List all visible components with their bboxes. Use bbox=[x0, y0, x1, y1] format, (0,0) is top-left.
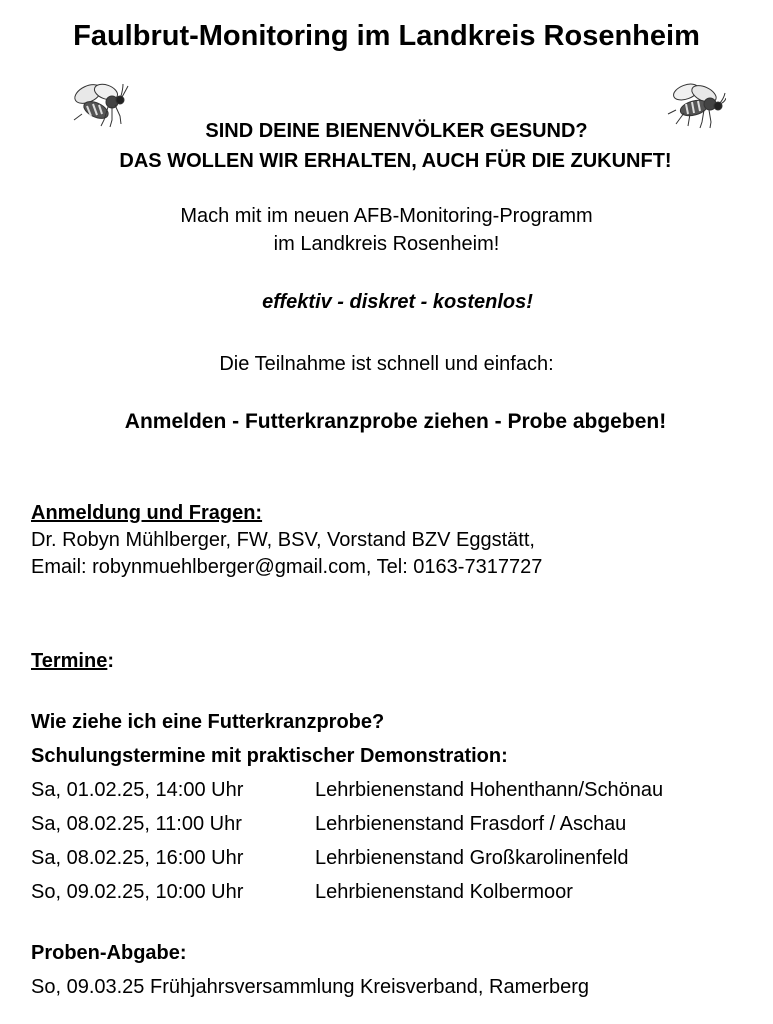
slogan: effektiv - diskret - kostenlos! bbox=[262, 291, 533, 313]
termine-heading bbox=[31, 650, 114, 672]
schulung-section bbox=[31, 705, 771, 909]
contact-line-2: Email: robynmuehlberger@gmail.com, Tel: 0163-7317727 bbox=[31, 556, 543, 578]
schulung-subheading: Schulungstermine mit praktischer Demonstration: bbox=[31, 745, 508, 767]
date-when: So, 09.02.25, 10:00 Uhr bbox=[31, 881, 244, 903]
date-where: Lehrbienenstand Frasdorf / Aschau bbox=[315, 813, 627, 835]
date-row bbox=[31, 841, 771, 875]
headline bbox=[0, 116, 773, 176]
date-where: Lehrbienenstand Kolbermoor bbox=[315, 881, 573, 903]
contact-line-1: Dr. Robyn Mühlberger, FW, BSV, Vorstand BZV Eggstätt, bbox=[31, 529, 535, 551]
termine-heading-colon: : bbox=[107, 650, 114, 672]
date-row bbox=[31, 875, 771, 909]
intro-line-1: Mach mit im neuen AFB-Monitoring-Programm bbox=[180, 205, 593, 227]
proben-line: So, 09.03.25 Frühjahrsversammlung Kreisverband, Ramerberg bbox=[31, 976, 590, 998]
date-row bbox=[31, 773, 771, 807]
date-when: Sa, 08.02.25, 11:00 Uhr bbox=[31, 813, 242, 835]
date-where: Lehrbienenstand Großkarolinenfeld bbox=[315, 847, 629, 869]
contact-section bbox=[31, 500, 771, 581]
intro-line-2: im Landkreis Rosenheim! bbox=[273, 233, 500, 255]
date-when: Sa, 01.02.25, 14:00 Uhr bbox=[31, 779, 244, 801]
proben-section bbox=[31, 936, 771, 1004]
schulung-question: Wie ziehe ich eine Futterkranzprobe? bbox=[31, 711, 385, 733]
participation-text: Die Teilnahme ist schnell und einfach: bbox=[219, 353, 554, 375]
contact-heading: Anmeldung und Fragen: bbox=[31, 502, 263, 524]
date-when: Sa, 08.02.25, 16:00 Uhr bbox=[31, 847, 244, 869]
proben-heading: Proben-Abgabe: bbox=[31, 942, 187, 964]
intro-text bbox=[0, 202, 773, 258]
termine-section bbox=[31, 648, 771, 675]
date-where: Lehrbienenstand Hohenthann/Schönau bbox=[315, 779, 664, 801]
date-row bbox=[31, 807, 771, 841]
headline-line-1: SIND DEINE BIENENVÖLKER GESUND? bbox=[205, 120, 588, 142]
steps-text: Anmelden - Futterkranzprobe ziehen - Probe abgeben! bbox=[124, 410, 667, 433]
page-title: Faulbrut-Monitoring im Landkreis Rosenheim bbox=[73, 20, 700, 52]
headline-line-2: DAS WOLLEN WIR ERHALTEN, AUCH FÜR DIE ZUKUNFT! bbox=[119, 150, 672, 172]
termine-heading-text: Termine bbox=[31, 650, 108, 672]
